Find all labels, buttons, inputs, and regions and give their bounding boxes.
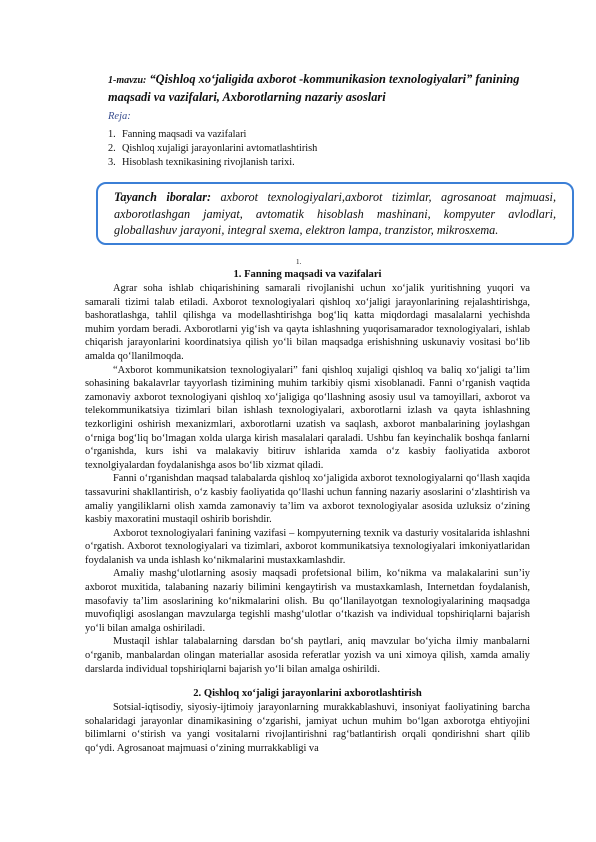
paragraph: “Axborot kommunikatsion texnologiyalari” fani qishloq xujaligi qishloq va baliq xo‘jaligi ta’lim sohasining bakalavrlar tayyorlash tizimining muhim tarkibiy qismi xisoblanadi. Fanni o‘rganish vaqtida zamonaviy axborot texnologiyani qishloq xo‘jaligiga qo‘llashning asosiy usul va tamoyillari, axborot va telekommunikatsiya tizimlari bilan ishlash texnologiyalari, axborotlarni izlash va qayta ishlashning tezkorligini oshirish mexanizmlari, axborotlarni uzatish va saqlash, axborot manbalarining joylashgan o‘rniga bog‘liq bo‘lmagan xolda ularga kirish masalalari qaraladi. Ushbu fan keyinchalik boshqa fanlarni o‘rganishda, kurs ishi va malakaviy bitiruv ishlarida xamda o‘z kasbiy faoliyatida axborot texnolgiyalardan foydalanishga asos bo‘lib xizmat qiladi. <box>85 364 530 471</box>
plan-item <box>108 156 528 170</box>
paragraph: Axborot texnologiyalari fanining vazifasi – kompyuterning texnik va dasturiy vositalarida ishlashni o‘rgatish. Axborot texnologiyalari va tizimlari, axborot kommunikatsiya texnologiyalari imkoniyatlaridan foydalanish va unda ishlash ko‘nikmalarini mustaxkamlashdir. <box>85 527 530 566</box>
paragraph: Mustaqil ishlar talabalarning darsdan bo‘sh paytlari, aniq mavzular bo‘yicha ilmiy manbalarni o‘rganib, manbalardan olingan materiallar asosida referatlar yozish va uni ximoya qilish, xamda amaliy darslarda individual topshiriqlarni bajarish yo‘li bilan amalga oshirildi. <box>85 636 530 675</box>
paragraph: Amaliy mashg‘ulotlarning asosiy maqsadi profetsional bilim, ko‘nikma va malakalarini sun’iy axborot muxitida, talabaning nazariy bilimini kengaytirish va mustaxkamlash, Internetdan foydalanish, masofaviy ta’lim asoslarining ko‘nikmalarini olish. Bu qo‘llanilayotgan texnologiyalarining maqsadga muvofiqligi asoslangan mavzularga tegishli mashg‘ulotlar o‘tkazish va individual topshiriqlarni bajarish yo‘li bilan amalga oshiriladi. <box>85 568 530 634</box>
paragraph: Agrar soha ishlab chiqarishining samarali rivojlanishi uchun xo‘jalik yuritishning yuqori va samarali tizimi talab etiladi. Axborot texnologiyalari qishloq xo‘jaligi jarayonlarining rejalashtirishga, bashoratlashga, tahlil qilishga va modellashtirishga bog‘liq katta miqdordagi masalalarni yechishda muhim yordam beradi. Axborotlarni yig‘ish va qayta ishlashning yuqorisamarador texnologiyalari, ishlab chiqarish jarayonlarini koordinatsiya qilish yo‘li bilan maqsadga erishishning uskunaviy vositasi bo‘lib amalda qo‘llanilmoqda. <box>85 283 530 362</box>
plan-item <box>108 142 528 156</box>
section-2-heading: 2. Qishloq xo‘jaligi jarayonlarini axborotlashtirish <box>193 688 422 700</box>
document-body <box>85 268 530 756</box>
section-marker: 1. <box>296 258 302 266</box>
plan-list <box>108 128 528 170</box>
paragraph: Fanni o‘rganishdan maqsad talabalarda qishloq xo‘jaligida axborot texnologiyalarni qo‘llash xaqida tassavurini shakllantirish, o‘z kasbiy faoliyatida qo‘llashi uchun fanning nazariy asoslarini o‘zlashtirish va amaliy yangiliklarni olish xamda zamonaviy ta’lim va axborot texnologiyalar asosida uzluksiz o‘zining kasbiy maxoratini mustaqil oshirib borishdir. <box>85 473 530 526</box>
plan-item-text: Hisoblash texnikasining rivojlanish tarixi. <box>122 157 295 168</box>
plan-item-number: 1. <box>108 129 116 140</box>
topic-title <box>108 71 548 105</box>
plan-title: Reja: <box>108 111 131 122</box>
keywords-text: axborot texnologiyalari,axborot tizimlar, agrosanoat majmuasi, axborotlashgan jamiyat, avtomatik hisoblash mashinani, kompyuter avlodlari, globallashuv jarayoni, integral sxema, elektron lampa, tranzistor, mikrosxema. <box>114 190 556 237</box>
topic-prefix: 1-mavzu: <box>108 75 147 86</box>
plan-item-text: Qishloq xujaligi jarayonlarini avtomatlashtirish <box>122 143 318 154</box>
paragraph: Sotsial-iqtisodiy, siyosiy-ijtimoiy jarayonlarning murakkablashuvi, insoniyat faoliyatining barcha sohalaridagi jarayonlar dinamikasining o‘zgarishi, jamiyat uchun muhim bo‘lgan axborotga ehtiyojini bilimlarni o‘stirish va yangi vositalarni rivojlantirishni rag‘batlantirish orqali qondirishni shart qilib qo‘ydi. Agrosanoat majmuasi o‘zining murrakkabligi va <box>85 702 530 754</box>
plan-item-number: 3. <box>108 157 116 168</box>
plan-item-number: 2. <box>108 143 116 154</box>
topic-text: “Qishloq xo‘jaligida axborot -kommunikasion texnologiyalari” fanining maqsadi va vazifalari, Axborotlarning nazariy asoslari <box>108 72 520 104</box>
plan-item-text: Fanning maqsadi va vazifalari <box>122 129 247 140</box>
plan-item <box>108 128 528 142</box>
section-1-heading: 1. Fanning maqsadi va vazifalari <box>233 269 382 280</box>
keywords-box <box>96 182 574 245</box>
keywords-label: Tayanch iboralar: <box>114 190 212 204</box>
